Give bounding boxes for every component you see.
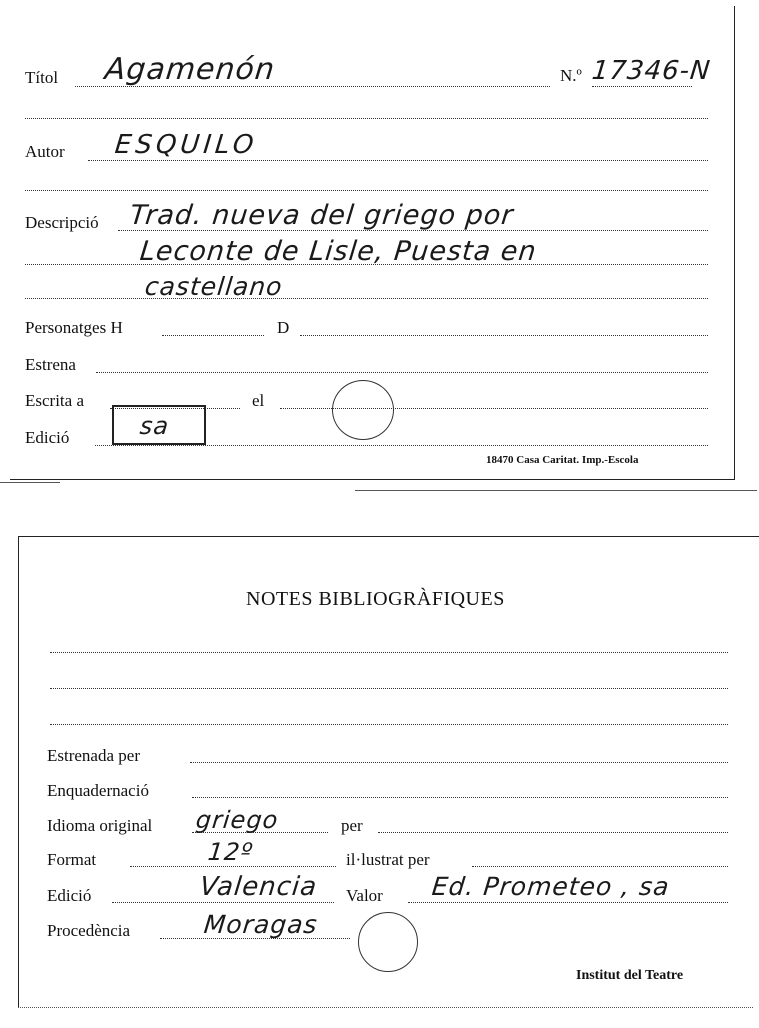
enquadernacio-line: [192, 797, 728, 798]
idioma-value: griego: [194, 806, 280, 834]
autor-line: [88, 160, 708, 161]
valor-line: [408, 902, 728, 903]
valor-value: Ed. Prometeo , sa: [430, 872, 672, 901]
notes-line-2: [50, 688, 728, 689]
per-label: per: [341, 816, 363, 835]
illustrat-label: il·lustrat per: [346, 850, 430, 869]
back-edicio-line: [112, 902, 334, 903]
per-line: [378, 832, 728, 833]
edicio-label: Edició: [25, 428, 70, 447]
card-edge-line: [0, 482, 60, 483]
descripcio-value-3: castellano: [143, 272, 285, 301]
titol-label: Títol: [25, 68, 59, 87]
notes-line-1: [50, 652, 728, 653]
card-edge-line: [355, 490, 757, 491]
descripcio-value-1: Trad. nueva del griego por: [128, 200, 516, 231]
personatges-h-line: [162, 335, 264, 336]
procedencia-label: Procedència: [47, 921, 131, 940]
personatges-label: Personatges H: [25, 318, 123, 337]
autor-label: Autor: [25, 142, 65, 161]
enquadernacio-label: Enquadernació: [47, 781, 149, 800]
printer-note: 18470 Casa Caritat. Imp.-Escola: [486, 454, 639, 466]
format-line: [130, 866, 336, 867]
notes-line-3: [50, 724, 728, 725]
estrenada-label: Estrenada per: [47, 746, 140, 765]
personatges-d-line: [300, 335, 708, 336]
edicio-line: [95, 445, 708, 446]
card-edge-line: [18, 1007, 753, 1008]
estrenada-line: [190, 762, 728, 763]
titol-value: Agamenón: [103, 52, 277, 87]
autor-value: ESQUILO: [113, 130, 259, 160]
escrita-el-label: el: [252, 391, 265, 410]
format-label: Format: [47, 850, 97, 869]
blank-line: [25, 190, 708, 191]
num-line: [592, 86, 692, 87]
procedencia-value: Moragas: [202, 910, 320, 939]
idioma-label: Idioma original: [47, 816, 153, 835]
format-value: 12º: [206, 838, 255, 866]
stamp-circle: [358, 912, 418, 972]
back-edicio-value: Valencia: [198, 872, 319, 902]
escrita-label: Escrita a: [25, 391, 84, 410]
illustrat-line: [472, 866, 728, 867]
blank-line: [25, 118, 708, 119]
estrena-line: [96, 372, 708, 373]
personatges-d-label: D: [277, 318, 290, 337]
edicio-value: sa: [138, 412, 171, 440]
back-title: NOTES BIBLIOGRÀFIQUES: [246, 588, 505, 610]
descripcio-line-3: [25, 298, 708, 299]
num-value: 17346-N: [590, 56, 713, 86]
descripcio-value-2: Leconte de Lisle, Puesta en: [138, 236, 539, 267]
estrena-label: Estrena: [25, 355, 76, 374]
back-edicio-label: Edició: [47, 886, 92, 905]
institution-name: Institut del Teatre: [576, 968, 684, 983]
descripcio-label: Descripció: [25, 213, 99, 232]
num-label: N.º: [560, 66, 582, 85]
valor-label: Valor: [346, 886, 383, 905]
stamp-circle: [332, 380, 394, 440]
